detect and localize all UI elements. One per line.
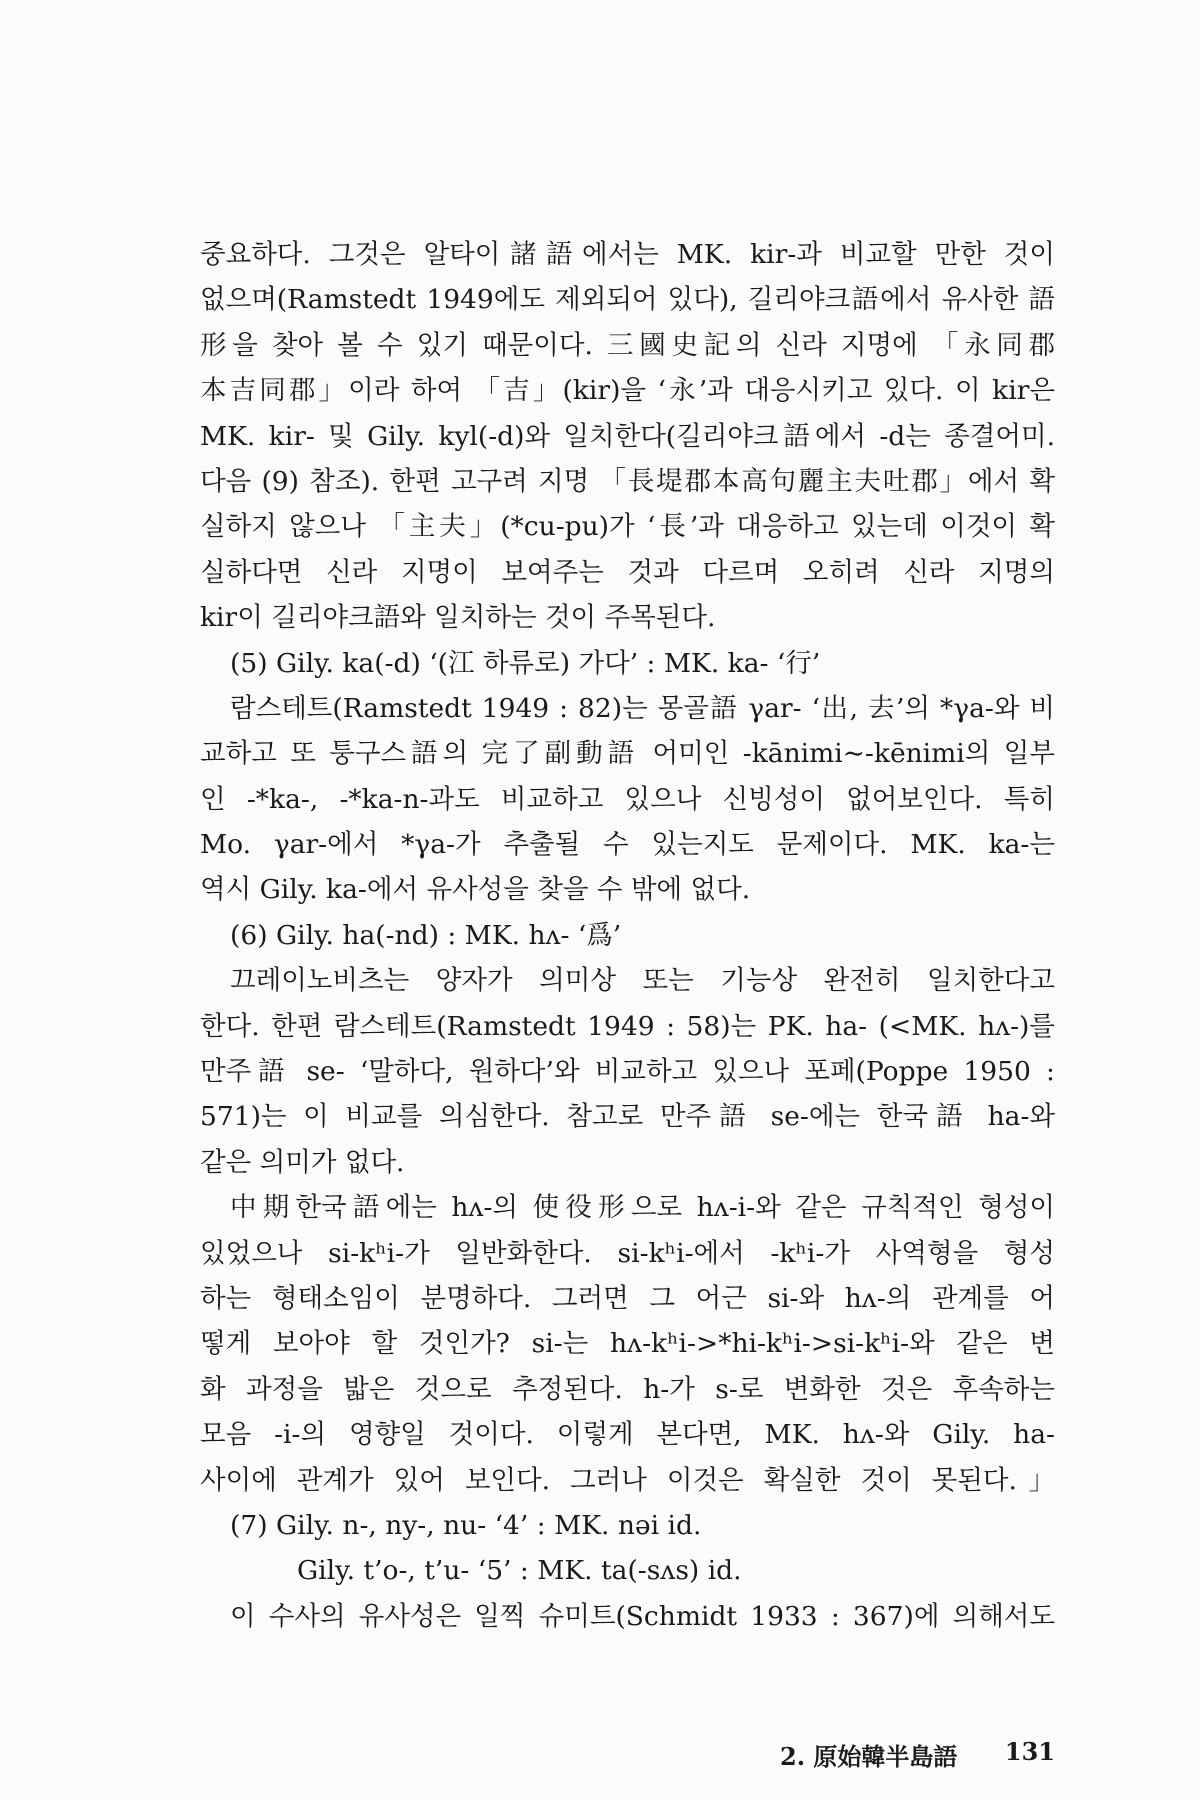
text-line: 모음 -i-의 영향일 것이다. 이렇게 본다면, MK. hʌ-와 Gily. ha- [200,1419,1055,1451]
running-footer [780,1737,1055,1772]
text-line: 화 과정을 밟은 것으로 추정된다. h-가 s-로 변화한 것은 후속하는 [200,1373,1055,1405]
text-line: 중요하다. 그것은 알타이諸語에서는 MK. kir-과 비교할 만한 것이 [200,239,1055,270]
text-line: MK. kir- 및 Gily. kyl(-d)와 일치한다(길리야크語에서 -d는 종결어미. [200,420,1055,452]
page-number: 131 [1004,1737,1055,1766]
text-line: 이 수사의 유사성은 일찍 슈미트(Schmidt 1933 : 367)에 의해서도 [230,1600,1055,1632]
text-line: 形을 찾아 볼 수 있기 때문이다. 三國史記의 신라 지명에 「永同郡 [200,329,1055,361]
text-line: 인 -*ka-, -*ka-n-과도 비교하고 있으나 신빙성이 없어보인다. 특히 [200,783,1055,815]
text-line: (5) Gily. ka(-d) ‘(江 하류로) 가다’ : MK. ka- ‘行’ [230,647,821,679]
text-line: 같은 의미가 없다. [200,1146,405,1178]
text-line: 역시 Gily. ka-에서 유사성을 찾을 수 밖에 없다. [200,874,751,906]
text-line: 실하다면 신라 지명이 보여주는 것과 다르며 오히려 신라 지명의 [200,556,1055,588]
text-line: 한다. 한편 람스테트(Ramstedt 1949 : 58)는 PK. ha- (<MK. hʌ-)를 [200,1010,1055,1042]
text-line: 람스테트(Ramstedt 1949 : 82)는 몽골語 γar- ‘出, 去’의 *γa-와 비 [230,692,1055,724]
text-line: 다음 (9) 참조). 한편 고구려 지명 「長堤郡本高句麗主夫吐郡」에서 확 [200,465,1055,497]
text-line: (6) Gily. ha(-nd) : MK. hʌ- ‘爲’ [230,919,622,951]
text-line: 本吉同郡」이라 하여 「吉」(kir)을 ‘永’과 대응시키고 있다. 이 kir은 [200,375,1055,407]
text-line: kir이 길리야크語와 일치하는 것이 주목된다. [200,602,716,634]
text-line: 없으며(Ramstedt 1949에도 제외되어 있다), 길리야크語에서 유사한 語 [200,284,1055,316]
text-line: (7) Gily. n-, ny-, nu- ‘4’ : MK. nəi id. [230,1509,702,1541]
text-line: 있었으나 si-kʰi-가 일반화한다. si-kʰi-에서 -kʰi-가 사역형을 형성 [200,1237,1055,1269]
running-title: 2. 原始韓半島語 [780,1742,958,1771]
text-line: 교하고 또 퉁구스語의 完了副動語 어미인 -kānimi∼-kēnimi의 일부 [200,738,1055,770]
text-line: Gily. t’o-, t’u- ‘5’ : MK. ta(-sʌs) id. [297,1555,742,1587]
text-line: 571)는 이 비교를 의심한다. 참고로 만주語 se-에는 한국語 ha-와 [200,1101,1055,1133]
text-line: Mo. γar-에서 *γa-가 추출될 수 있는지도 문제이다. MK. ka-는 [200,829,1055,861]
text-line: 실하지 않으나 「主夫」(*cu-pu)가 ‘長’과 대응하고 있는데 이것이 확 [200,511,1055,543]
body-text [200,232,1055,1639]
text-line: 하는 형태소임이 분명하다. 그러면 그 어근 si-와 hʌ-의 관계를 어 [200,1282,1055,1314]
text-line: 끄레이노비츠는 양자가 의미상 또는 기능상 완전히 일치한다고 [230,965,1055,997]
text-line: 中期한국語에는 hʌ-의 使役形으로 hʌ-i-와 같은 규칙적인 형성이 [230,1192,1055,1224]
text-line: 만주語 se- ‘말하다, 원하다’와 비교하고 있으나 포페(Poppe 1950 : [200,1056,1055,1088]
text-line: 떻게 보아야 할 것인가? si-는 hʌ-kʰi->*hi-kʰi->si-kʰi-와 같은 변 [200,1328,1055,1360]
text-line: 사이에 관계가 있어 보인다. 그러나 이것은 확실한 것이 못된다.」 [200,1464,1055,1496]
